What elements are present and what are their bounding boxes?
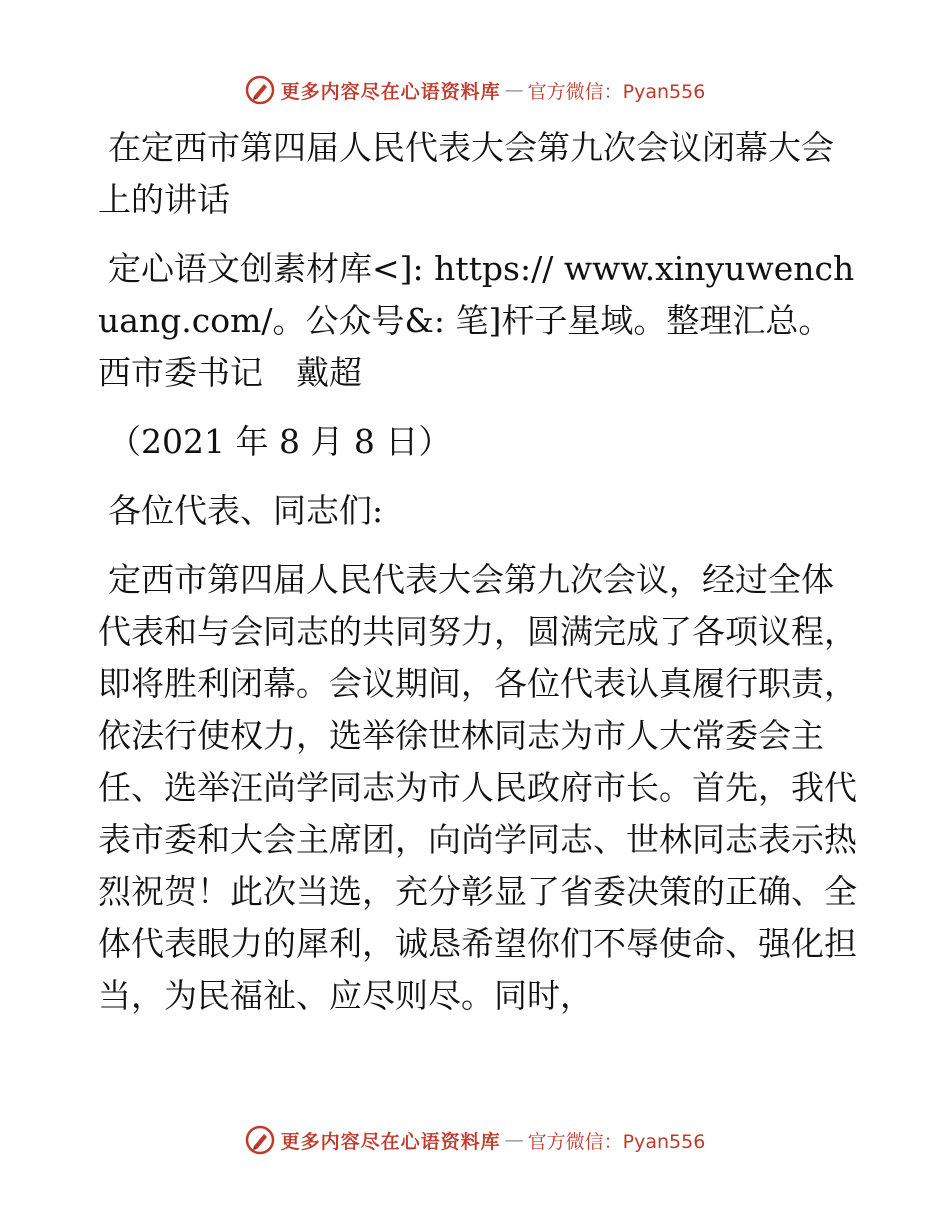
body-paragraph: 定西市第四届人民代表大会第九次会议，经过全体代表和与会同志的共同努力，圆满完成了各项议程，即将胜利闭幕。会议期间，各位代表认真履行职责，依法行使权力，选举徐世林同志为市人大常委会主任、选举汪尚学同志为市人民政府市长。首先，我代表市委和大会主席团，向尚学同志、世林同志表示热烈祝贺！此次当选，充分彰显了省委决策的正确、全体代表眼力的犀利，诚恳希望你们不辱使命、强化担当，为民福祉、应尽则尽。同时， — [98, 560, 857, 1015]
source-line: 定心语文创素材库<]: https:// www.xinyuwenchuang.com/。公众号&: 笔]杆子星域。整理汇总。西市委书记 戴超 — [98, 249, 855, 392]
banner-dash: — — [504, 79, 524, 101]
banner-wechat: 官方微信：Pyan556 — [527, 1130, 706, 1153]
footer-banner — [0, 1120, 950, 1160]
banner-dash: — — [504, 1129, 524, 1151]
document-title: 在定西市第四届人民代表大会第九次会议闭幕大会上的讲话 — [98, 128, 834, 219]
pen-logo-icon — [245, 1125, 275, 1155]
banner-text: 更多内容尽在心语资料库 — [280, 1130, 501, 1153]
banner-wechat: 官方微信：Pyan556 — [527, 80, 706, 103]
pen-logo-icon — [245, 75, 275, 105]
salutation: 各位代表、同志们: — [108, 491, 384, 530]
document-date: （2021 年 8 月 8 日） — [108, 422, 452, 461]
document-body — [98, 122, 858, 1039]
banner-text: 更多内容尽在心语资料库 — [280, 80, 501, 103]
header-banner — [0, 70, 950, 110]
